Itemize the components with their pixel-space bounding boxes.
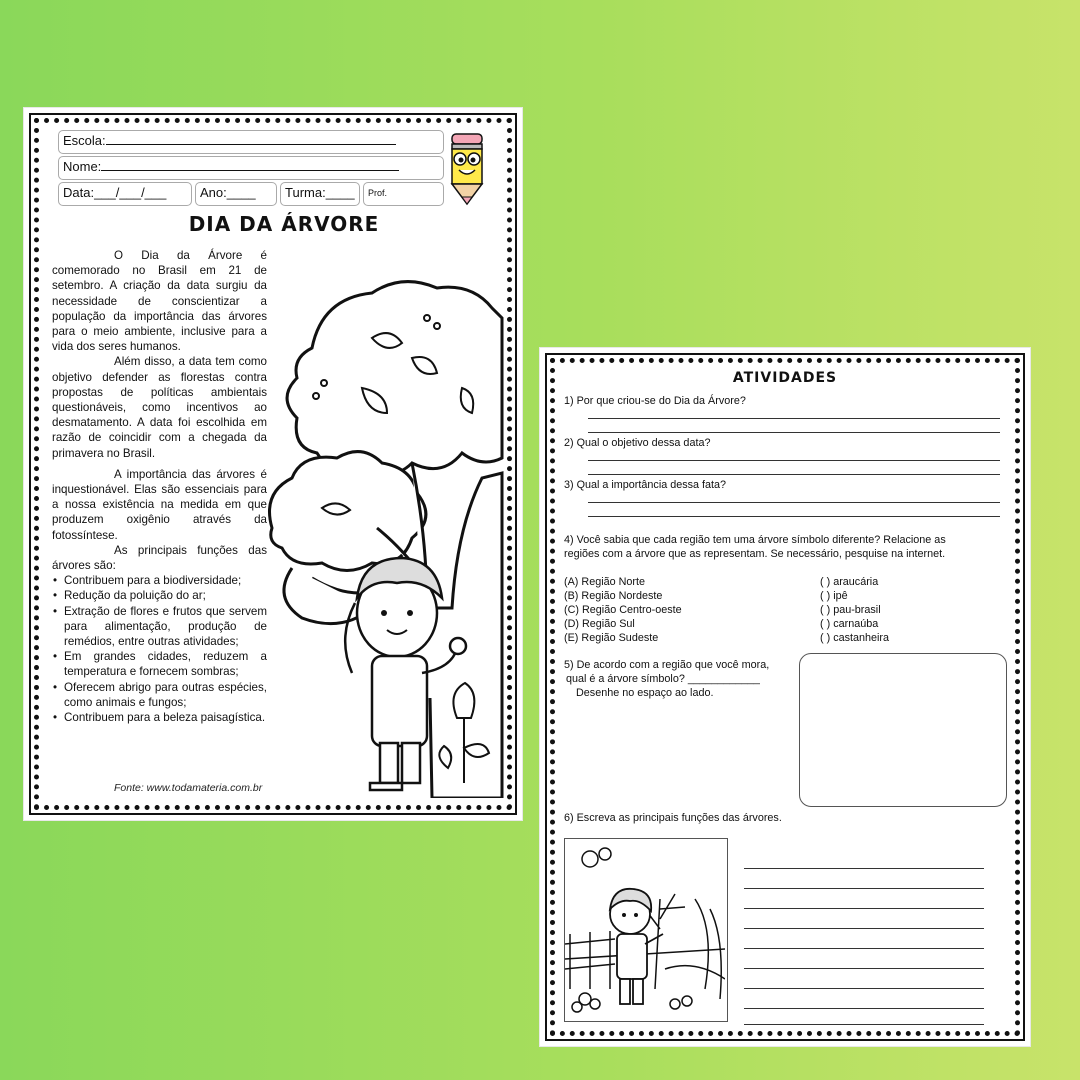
- region-option: (E) Região Sudeste: [564, 632, 659, 644]
- answer-line[interactable]: [744, 888, 984, 889]
- paragraph: Além disso, a data tem como objetivo defender as florestas contra propostas de políticas ambientais questionáveis, como incentivos ao desmatamento. A data foi escolhida em razão de coincidir com a chegada da primavera no Brasil.: [52, 355, 267, 460]
- data-field[interactable]: [58, 182, 192, 206]
- turma-field[interactable]: [280, 182, 360, 206]
- question-3: 3) Qual a importância dessa fata?: [564, 479, 727, 491]
- answer-line[interactable]: [588, 460, 1000, 461]
- paragraph: O Dia da Árvore é comemorado no Brasil em 21 de setembro. A criação da data surgiu da necessidade de conscientizar a população da importância das árvores para o meio ambiente, inclusive para a vida dos seres humanos.: [52, 249, 267, 354]
- region-option: (C) Região Centro-oeste: [564, 604, 682, 616]
- region-option: (D) Região Sul: [564, 618, 635, 630]
- answer-line[interactable]: [588, 474, 1000, 475]
- worksheet-atividades: [540, 348, 1030, 1046]
- activities-title: ATIVIDADES: [732, 370, 838, 386]
- answer-line[interactable]: [744, 908, 984, 909]
- girl-tree-picture: [564, 838, 728, 1022]
- list-item: • Extração de flores e frutos que servem para alimentação, produção de remédios, entre outras atividades;: [64, 604, 267, 650]
- answer-line[interactable]: [588, 516, 1000, 517]
- list-item: • Oferecem abrigo para outras espécies, como animais e fungos;: [64, 680, 267, 710]
- answer-line[interactable]: [588, 418, 1000, 419]
- tree-option[interactable]: ( ) carnaúba: [820, 618, 879, 630]
- turma-label: Turma:____: [285, 185, 355, 200]
- escola-label: Escola:: [63, 133, 106, 148]
- article-text: [52, 248, 267, 725]
- tree-option[interactable]: ( ) castanheira: [820, 632, 890, 644]
- list-item: • Contribuem para a beleza paisagística.: [64, 710, 267, 725]
- answer-line[interactable]: [744, 948, 984, 949]
- answer-line[interactable]: [588, 502, 1000, 503]
- pencil-mascot-icon: [444, 132, 490, 206]
- source-text: Fonte: www.todamateria.com.br: [114, 782, 263, 794]
- question-1: 1) Por que criou-se do Dia da Árvore?: [564, 395, 746, 407]
- tree-option[interactable]: ( ) pau-brasil: [820, 604, 881, 616]
- girl-watering-tree-icon: [565, 839, 725, 1019]
- paragraph: A importância das árvores é inquestionável. Elas são essenciais para a nossa existência na medida em que produzem oxigênio através da fotossíntese.: [52, 467, 267, 542]
- question-4: 4) Você sabia que cada região tem uma árvore símbolo diferente? Relacione as regiões com a árvore que as representam. Se necessário, pesquise na internet.: [564, 534, 946, 560]
- answer-line[interactable]: [744, 988, 984, 989]
- answer-line[interactable]: [744, 928, 984, 929]
- question-6: 6) Escreva as principais funções das árvores.: [564, 812, 782, 824]
- nome-label: Nome:: [63, 159, 102, 174]
- region-option: (A) Região Norte: [564, 576, 646, 588]
- list-item: • Contribuem para a biodiversidade;: [64, 573, 267, 588]
- answer-line[interactable]: [588, 432, 1000, 433]
- tree-option[interactable]: ( ) ipê: [820, 590, 848, 602]
- ano-field[interactable]: [195, 182, 277, 206]
- data-label: Data:___/___/___: [63, 185, 167, 200]
- page-title: DIA DA ÁRVORE: [188, 212, 380, 236]
- region-option: (B) Região Nordeste: [564, 590, 663, 602]
- question-5-line-3: Desenhe no espaço ao lado.: [576, 687, 714, 699]
- functions-list: [52, 573, 267, 725]
- prof-label: Prof.: [368, 188, 388, 198]
- drawing-area[interactable]: [799, 653, 1007, 807]
- answer-line[interactable]: [744, 1024, 984, 1025]
- tree-hug-illustration: [252, 278, 506, 798]
- prof-field[interactable]: [363, 182, 444, 206]
- nome-field[interactable]: [58, 156, 444, 180]
- answer-line[interactable]: [744, 968, 984, 969]
- worksheet-dia-da-arvore: [24, 108, 522, 820]
- list-item: • Em grandes cidades, reduzem a temperatura e fornecem sombras;: [64, 649, 267, 679]
- ano-label: Ano:____: [200, 185, 256, 200]
- question-5: 5) De acordo com a região que você mora,: [564, 659, 770, 671]
- paragraph: As principais funções das árvores são:: [52, 543, 267, 573]
- question-2: 2) Qual o objetivo dessa data?: [564, 437, 711, 449]
- question-5-line-2: qual é a árvore símbolo? ____________: [566, 673, 760, 685]
- list-item: • Redução da poluição do ar;: [64, 588, 267, 603]
- tree-option[interactable]: ( ) araucária: [820, 576, 879, 588]
- escola-field[interactable]: [58, 130, 444, 154]
- answer-line[interactable]: [744, 1008, 984, 1009]
- answer-line[interactable]: [744, 868, 984, 869]
